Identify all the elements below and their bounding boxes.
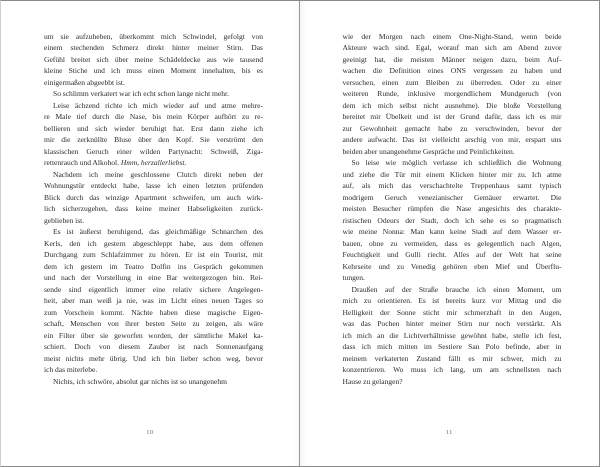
paragraph (343, 284, 562, 387)
page-right (300, 1, 600, 466)
text-line: geeinigt hat, die meisten Männer neigen dazu, beim Auf- (342, 54, 562, 64)
text-line: meinem verkaterten Zustand fällt es mir schwer, mich zu (342, 353, 562, 363)
text-line: geblieben ist. (44, 215, 85, 225)
text-line: tungen. (342, 273, 365, 283)
paragraph (343, 31, 562, 157)
text-line: wie meine Nonna: Man kann keine Stadt auf dem Wasser er- (342, 227, 562, 237)
text-line: weiteren Runde, inklusive morgendlichem Mundgeruch (von (342, 89, 562, 99)
paragraph (44, 169, 263, 226)
text-line: versuchen, einen zum Bleiben zu überreden. Oder zu einer (342, 77, 562, 87)
page-left-text-column (44, 31, 263, 387)
text-line: Helligkeit der Sonne sticht mir schmerzhaft in den Augen, (342, 307, 562, 317)
text-line: Durchgang zum Schlafzimmer zu hören. Er ist ein Tourist, mit (44, 250, 263, 260)
text-line: dem ich mich selbst nicht ausnehme). Die bloße Vorstellung (342, 100, 562, 110)
text-line: um sie aufzuheben, überkommt mich Schwindel, gefolgt von (44, 32, 263, 41)
text-line: und ziehe die Tür mit einem Klicken hinter mir zu. Ich atme (342, 169, 562, 179)
text-line: Draußen auf der Straße brauche ich einen Moment, um (351, 284, 562, 294)
text-line: Kerls, den ich gestern abgeschleppt habe, aus dem offenen (44, 238, 263, 248)
text-line: Leise ächzend richte ich mich wieder auf und atme mehre- (53, 100, 263, 110)
text-line: Nichts, ich schwöre, absolut gar nichts ist so unangenehm (53, 376, 228, 386)
text-line: kleine Stiche und ich muss einen Moment innehalten, bis es (44, 66, 263, 76)
text-line: Blick durch das winzige Apartment schweifen, um auch wirk- (44, 192, 263, 202)
text-line: lich sicherzugehen, dass keine meiner Habseligkeiten zurück- (44, 204, 263, 214)
text-line: ein Filter über sie geworfen worden, der sämtliche Makel ka- (44, 330, 263, 340)
text-line: wie der Morgen nach einem One-Night-Stand, wenn beide (342, 32, 562, 41)
text-line: bereitet mir Übelkeit und ist der Grund dafür, dass ich es mir (342, 112, 562, 122)
text-line: meist nichts mehr übrig. Und ich bin lieber schon weg, bevor (44, 353, 263, 363)
text-line: einigermaßen abgeebbt ist. (44, 77, 125, 87)
text-line: sende sind eigentlich immer eine relativ sichere Angelegen- (44, 284, 263, 294)
text-line: re Male tief durch die Nase, bis mein Körper aufhört zu re- (44, 112, 263, 122)
page-right-folio: 11 (445, 429, 453, 436)
text-line: Kehrseite und zu Venedig gehören eben Mief und Überflu- (342, 261, 562, 271)
text-line: rettenrauch und Alkohol. Hmm, herzallerliebst. (44, 158, 187, 168)
paragraph (44, 88, 263, 99)
page-left-folio: 10 (146, 429, 154, 436)
text-line: Gefühl breitet sich über meine Schädeldecke aus wie tausend (44, 54, 263, 64)
text-line: was das Pochen hinter meiner Stirn nur noch verstärkt. Als (342, 319, 562, 329)
paragraph (44, 376, 263, 387)
text-line: mir die zerknüllte Bluse über den Kopf. Sie verströmt den (44, 135, 263, 145)
text-line: Nachdem ich meine geschlossene Clutch direkt neben der (53, 169, 263, 179)
text-line: und nach der Vorstellung in eine Bar weitergezogen bin. Rei- (44, 273, 263, 283)
text-line: Es ist äußerst beruhigend, das gleichmäßige Schnarchen des (53, 227, 263, 237)
text-line: Hause zu gelangen? (342, 376, 403, 386)
text-line: andere aufwacht. Das ist vielleicht arschig von mir, erspart uns (342, 135, 562, 145)
text-line: auf, als mich das verschachtelte Treppenhaus samt typisch (342, 181, 562, 191)
page-left (1, 1, 300, 466)
text-line: So leise wie möglich verlasse ich schließlich die Wohnung (351, 158, 562, 168)
text-line: dass ich mich mitten im Sestiere San Polo befinde, aber in (342, 342, 562, 352)
paragraph (44, 226, 263, 375)
text-line: zur Gewohnheit gemacht habe zu verschwinden, bevor der (342, 123, 562, 133)
text-line: beiden aber unangenehme Gespräche und Peinlichkeiten. (342, 146, 515, 156)
text-line: schiert. Doch von diesem Zauber ist nach Sonnenaufgang (44, 342, 263, 352)
paragraph (44, 31, 263, 88)
text-line: bauen, ohne zu vermeiden, dass es gelegentlich nach Algen, (342, 238, 562, 248)
text-line: heit, aber man weiß ja nie, was im Licht eines neuen Tages so (44, 296, 263, 306)
paragraph (343, 157, 562, 283)
text-line: ristischen Odeurs der Stadt, doch ich sehe es so pragmatisch (342, 215, 562, 225)
italic-phrase: Hmm, herzallerliebst. (120, 158, 187, 168)
text-line: ich mich an die Lichtverhältnisse gewöhnt habe, stelle ich fest, (342, 330, 562, 340)
text-line: schaft, Menschen von ihrer besten Seite zu zeigen, als wäre (44, 319, 263, 329)
text-line: dem ich gestern im Teatro Dolfin ins Gespräch gekommen (44, 261, 263, 271)
text-line: modrigem Geruch venezianischer Gemäuer erwartet. Die (342, 192, 562, 202)
paragraph (44, 100, 263, 169)
text-line: Akteure wach sind. Egal, worauf man sich am Abend zuvor (342, 43, 562, 53)
text-line: ich das miterlebe. (44, 365, 98, 375)
text-line: klassischen Geruch einer wilden Partynacht: Schweiß, Ziga- (44, 146, 263, 156)
text-line: konzentrieren. Wo muss ich lang, um am schnellsten nach (342, 365, 562, 375)
text-line: mich zu orientieren. Es ist bereits kurz vor Mittag und die (342, 296, 562, 306)
text-line: meisten Besucher rümpfen die Nase angesichts des charakte- (342, 204, 562, 214)
text-line: zum Vorschein kommt. Nächte haben diese magische Eigen- (44, 307, 263, 317)
text-line: einem stechenden Schmerz direkt hinter meiner Stirn. Das (44, 43, 263, 53)
text-line: So schlimm verkatert war ich echt schon lange nicht mehr. (53, 89, 229, 99)
page-right-text-column (343, 31, 562, 387)
text-line: bellieren und sich wieder beruhigt hat. Erst dann ziehe ich (44, 123, 263, 133)
text-line: Feuchtigkeit und Gulli riecht. Alles auf der Welt hat seine (342, 250, 562, 260)
text-line: wachen die Definition eines ONS vergessen zu haben und (342, 66, 562, 76)
text-line: Wohnungstür entdeckt habe, lasse ich einen letzten prüfenden (44, 181, 263, 191)
